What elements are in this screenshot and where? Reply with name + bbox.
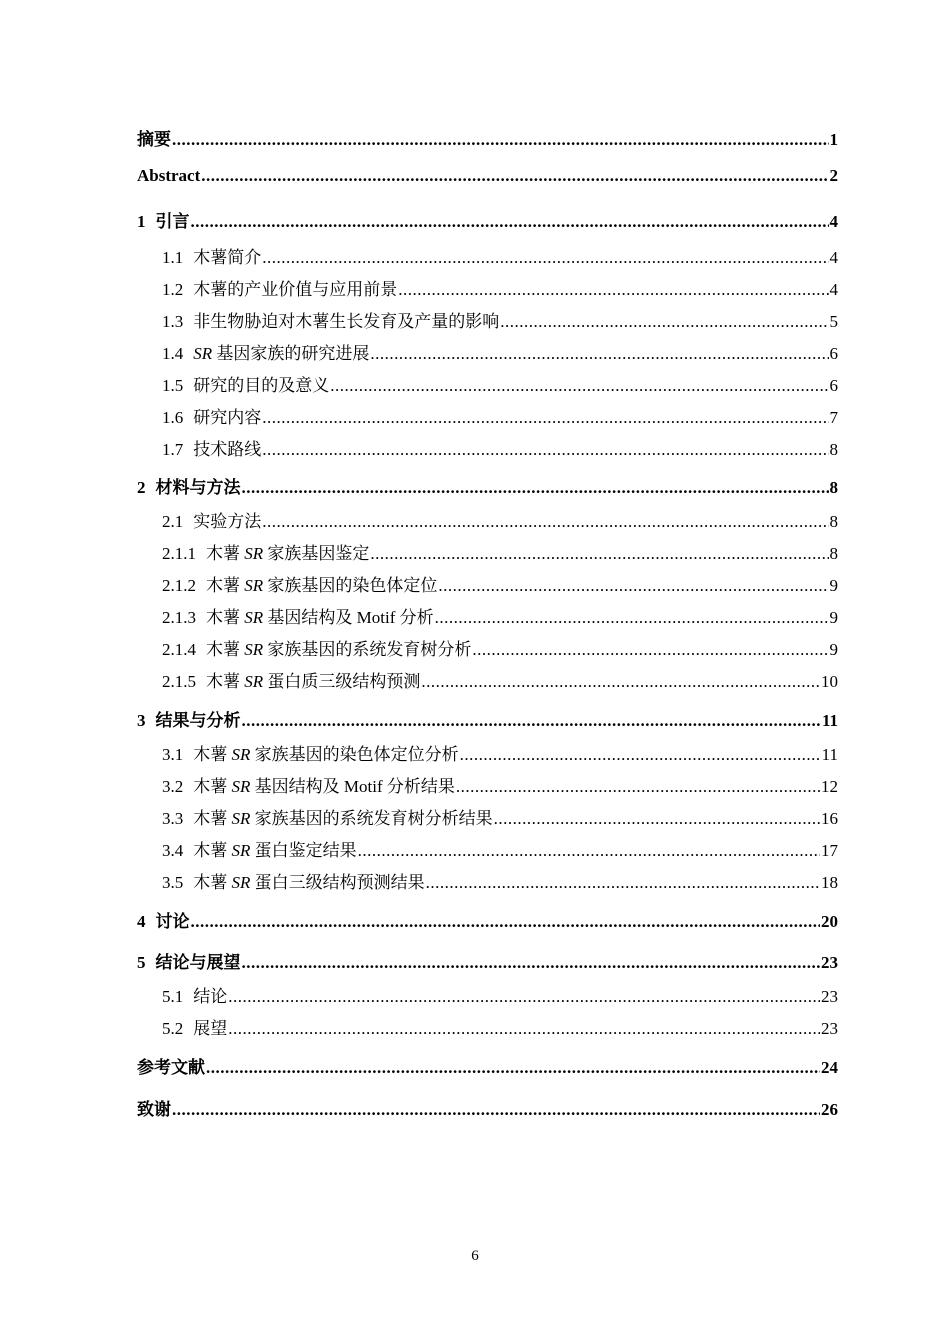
toc-entry-title	[137, 907, 190, 932]
toc-entry-page: 2	[829, 166, 838, 185]
toc-leader-dots	[262, 512, 828, 532]
toc-entry[interactable]	[137, 166, 838, 186]
toc-entry-number: 5.2	[162, 1019, 184, 1038]
toc-entry-page: 8	[829, 512, 838, 531]
toc-entry-title	[137, 948, 241, 973]
toc-entry-title	[137, 166, 200, 186]
toc-entry-number: 3.5	[162, 873, 184, 892]
toc-entry-title	[162, 740, 459, 765]
toc-entry-text: 结论	[193, 987, 228, 1006]
toc-entry-text-suffix: 蛋白鉴定结果	[254, 841, 357, 860]
toc-entry-number: 2.1.3	[162, 608, 196, 627]
toc-entry[interactable]	[137, 772, 838, 797]
toc-entry-text-suffix: 蛋白三级结构预测结果	[254, 873, 425, 892]
toc-entry-page: 9	[829, 576, 838, 595]
toc-entry-gene-name: SR	[193, 344, 217, 363]
toc-entry-page: 24	[821, 1058, 838, 1077]
toc-entry-page: 1	[829, 130, 838, 149]
toc-entry-number: 2	[137, 478, 146, 497]
toc-entry-title	[162, 371, 329, 396]
toc-entry-text: 材料与方法	[155, 478, 241, 497]
toc-leader-dots	[191, 912, 821, 932]
toc-entry-title	[137, 473, 241, 498]
toc-entry-text: 技术路线	[193, 440, 262, 459]
toc-entry[interactable]	[137, 667, 838, 692]
toc-leader-dots	[262, 408, 828, 428]
toc-entry-number: 1.1	[162, 248, 184, 267]
toc-entry-title	[162, 635, 471, 660]
toc-entry[interactable]	[137, 1014, 838, 1039]
toc-entry[interactable]	[137, 125, 838, 150]
toc-entry-title	[162, 603, 434, 628]
toc-entry-title	[137, 125, 171, 150]
toc-entry-text-suffix: 蛋白质三级结构预测	[267, 672, 421, 691]
toc-entry-number: 1.6	[162, 408, 184, 427]
toc-entry-page: 6	[829, 376, 838, 395]
toc-entry-number: 3.3	[162, 809, 184, 828]
toc-entry-gene-name: SR	[227, 777, 255, 796]
toc-entry-title	[162, 403, 261, 428]
toc-entry-number: 2.1.1	[162, 544, 196, 563]
toc-leader-dots	[370, 544, 828, 564]
toc-entry-text: 木薯简介	[193, 248, 262, 267]
toc-entry-number: 3.1	[162, 745, 184, 764]
toc-entry-text: 木薯	[193, 873, 228, 892]
toc-entry-text: 结论与展望	[155, 953, 241, 972]
toc-entry-gene-name: SR	[240, 672, 268, 691]
toc-entry-number: 5.1	[162, 987, 184, 1006]
toc-entry-gene-name: SR	[240, 576, 268, 595]
toc-leader-dots	[191, 212, 829, 232]
toc-entry-page: 18	[821, 873, 838, 892]
toc-entry-number: 2.1.4	[162, 640, 196, 659]
toc-entry-gene-name: SR	[240, 544, 268, 563]
toc-entry-text: 木薯	[206, 608, 240, 627]
toc-entry-number: 1.7	[162, 440, 184, 459]
toc-leader-dots	[201, 166, 828, 186]
toc-leader-dots	[262, 440, 828, 460]
toc-leader-dots	[358, 841, 820, 861]
toc-entry-page: 9	[829, 608, 838, 627]
toc-entry-title	[162, 1014, 227, 1039]
toc-entry-text: 参考文献	[137, 1058, 205, 1077]
toc-entry-number: 3.4	[162, 841, 184, 860]
toc-leader-dots	[242, 953, 821, 973]
toc-entry-number: 1.5	[162, 376, 184, 395]
toc-entry-text: 引言	[155, 212, 190, 231]
toc-entry[interactable]	[137, 706, 838, 731]
toc-entry-gene-name: SR	[240, 608, 268, 627]
toc-entry-title	[162, 307, 499, 332]
toc-entry-title	[137, 1053, 205, 1078]
toc-leader-dots	[435, 608, 829, 628]
toc-entry-text: 讨论	[155, 912, 190, 931]
toc-entry[interactable]	[137, 907, 838, 932]
toc-leader-dots	[206, 1058, 820, 1078]
toc-entry-title	[162, 868, 425, 893]
toc-leader-dots	[398, 280, 828, 300]
toc-entry-text: 木薯	[206, 544, 240, 563]
toc-entry-page: 7	[829, 408, 838, 427]
toc-entry[interactable]	[137, 307, 838, 332]
toc-entry-title	[162, 539, 369, 564]
toc-entry-text: 木薯	[206, 672, 240, 691]
toc-entry-page: 4	[829, 280, 838, 299]
toc-entry-page: 12	[821, 777, 838, 796]
toc-leader-dots	[172, 1100, 820, 1120]
toc-entry-text: 致谢	[137, 1100, 171, 1119]
toc-entry[interactable]	[137, 948, 838, 973]
toc-entry-title	[162, 836, 357, 861]
toc-entry-title	[162, 275, 397, 300]
toc-entry[interactable]	[137, 207, 838, 232]
toc-entry[interactable]	[137, 403, 838, 428]
toc-entry-gene-name: SR	[227, 809, 255, 828]
toc-entry-page: 6	[829, 344, 838, 363]
toc-entry-text-suffix: 基因结构及 Motif 分析	[267, 608, 434, 627]
toc-entry-text: 结果与分析	[155, 711, 241, 730]
toc-entry[interactable]	[137, 1095, 838, 1120]
toc-entry-text-suffix: 家族基因的系统发育树分析	[267, 640, 472, 659]
toc-leader-dots	[500, 312, 828, 332]
toc-entry[interactable]	[137, 275, 838, 300]
toc-entry-text: 木薯的产业价值与应用前景	[193, 280, 398, 299]
toc-entry-page: 9	[829, 640, 838, 659]
toc-entry-text: 实验方法	[193, 512, 262, 531]
toc-entry-title	[162, 243, 261, 268]
toc-entry[interactable]	[137, 603, 838, 628]
toc-entry-gene-name: SR	[227, 873, 255, 892]
toc-leader-dots	[472, 640, 828, 660]
toc-entry-gene-name: SR	[227, 745, 255, 764]
toc-entry-text: 非生物胁迫对木薯生长发育及产量的影响	[193, 312, 500, 331]
toc-leader-dots	[456, 777, 820, 797]
toc-entry-number: 3.2	[162, 777, 184, 796]
toc-entry-title	[162, 435, 261, 460]
toc-entry-number: 1.4	[162, 344, 184, 363]
toc-entry-page: 16	[821, 809, 838, 828]
toc-entry[interactable]	[137, 836, 838, 861]
toc-entry-number: 4	[137, 912, 146, 931]
toc-entry-number: 1	[137, 212, 146, 231]
toc-entry-page: 8	[829, 544, 838, 563]
toc-entry-text-suffix: 家族基因的系统发育树分析结果	[254, 809, 493, 828]
toc-entry-gene-name: SR	[227, 841, 255, 860]
toc-entry[interactable]	[137, 339, 838, 364]
toc-entry[interactable]	[137, 740, 838, 765]
toc-entry-text-suffix: 家族基因的染色体定位分析	[254, 745, 459, 764]
toc-leader-dots	[460, 745, 821, 765]
toc-entry[interactable]	[137, 371, 838, 396]
toc-entry-page: 8	[829, 478, 838, 497]
toc-entry-page: 11	[821, 745, 838, 764]
page-number: 6	[471, 1248, 479, 1264]
toc-entry-title	[162, 804, 493, 829]
toc-entry[interactable]	[137, 804, 838, 829]
toc-entry-text: 研究的目的及意义	[193, 376, 330, 395]
toc-entry[interactable]	[137, 635, 838, 660]
toc-entry-title	[162, 571, 437, 596]
toc-entry[interactable]	[137, 243, 838, 268]
toc-entry-text: 摘要	[137, 130, 171, 149]
toc-leader-dots	[421, 672, 820, 692]
toc-entry-text: 研究内容	[193, 408, 262, 427]
toc-leader-dots	[242, 478, 829, 498]
toc-leader-dots	[426, 873, 820, 893]
toc-entry-page: 4	[829, 212, 838, 231]
toc-entry[interactable]	[137, 1053, 838, 1078]
toc-entry-page: 4	[829, 248, 838, 267]
toc-entry-title	[162, 667, 420, 692]
toc-entry[interactable]	[137, 982, 838, 1007]
toc-entry-title	[162, 772, 455, 797]
toc-leader-dots	[172, 130, 829, 150]
toc-entry-page: 23	[821, 1019, 838, 1038]
toc-entry-text-suffix: 家族基因的染色体定位	[267, 576, 438, 595]
toc-entry-title	[137, 1095, 171, 1120]
toc-entry-page: 17	[821, 841, 838, 860]
toc-entry-page: 5	[829, 312, 838, 331]
toc-entry-text: 木薯	[193, 809, 228, 828]
toc-entry-text: Abstract	[137, 166, 201, 185]
toc-entry-text: 木薯	[193, 745, 228, 764]
toc-entry[interactable]	[137, 507, 838, 532]
toc-entry-title	[162, 507, 261, 532]
toc-entry-title	[162, 982, 227, 1007]
toc-entry-number: 5	[137, 953, 146, 972]
toc-entry-number: 2.1.5	[162, 672, 196, 691]
toc-entry-text: 木薯	[206, 640, 240, 659]
toc-entry-number: 3	[137, 711, 146, 730]
toc-entry[interactable]	[137, 473, 838, 498]
toc-entry-text: 木薯	[193, 777, 228, 796]
toc-entry-title	[137, 706, 241, 731]
toc-entry-text: 展望	[193, 1019, 228, 1038]
toc-entry-text: 木薯	[193, 841, 228, 860]
toc-leader-dots	[330, 376, 828, 396]
toc-entry-page: 23	[821, 953, 838, 972]
toc-entry-title	[137, 207, 190, 232]
toc-entry-title	[162, 339, 369, 364]
toc-entry-gene-name: SR	[240, 640, 268, 659]
toc-entry-text-suffix: 基因结构及 Motif 分析结果	[254, 777, 455, 796]
toc-leader-dots	[494, 809, 820, 829]
toc-entry-page: 11	[821, 711, 838, 730]
toc-entry-text: 木薯	[206, 576, 240, 595]
toc-entry-page: 20	[821, 912, 838, 931]
toc-entry-page: 23	[821, 987, 838, 1006]
toc-entry[interactable]	[137, 571, 838, 596]
toc-entry-text-suffix: 家族基因鉴定	[267, 544, 370, 563]
toc-entry-text-suffix: 基因家族的研究进展	[216, 344, 370, 363]
toc-leader-dots	[262, 248, 828, 268]
toc-leader-dots	[242, 711, 821, 731]
toc-entry-number: 1.2	[162, 280, 184, 299]
toc-entry-number: 2.1	[162, 512, 184, 531]
toc-leader-dots	[228, 987, 820, 1007]
toc-entry[interactable]	[137, 539, 838, 564]
toc-leader-dots	[370, 344, 828, 364]
toc-entry-number: 2.1.2	[162, 576, 196, 595]
toc-entry-page: 10	[821, 672, 838, 691]
toc-leader-dots	[438, 576, 828, 596]
toc-entry[interactable]	[137, 435, 838, 460]
toc-entry-page: 26	[821, 1100, 838, 1119]
toc-entry-number: 1.3	[162, 312, 184, 331]
toc-leader-dots	[228, 1019, 820, 1039]
toc-entry-page: 8	[829, 440, 838, 459]
toc-entry[interactable]	[137, 868, 838, 893]
